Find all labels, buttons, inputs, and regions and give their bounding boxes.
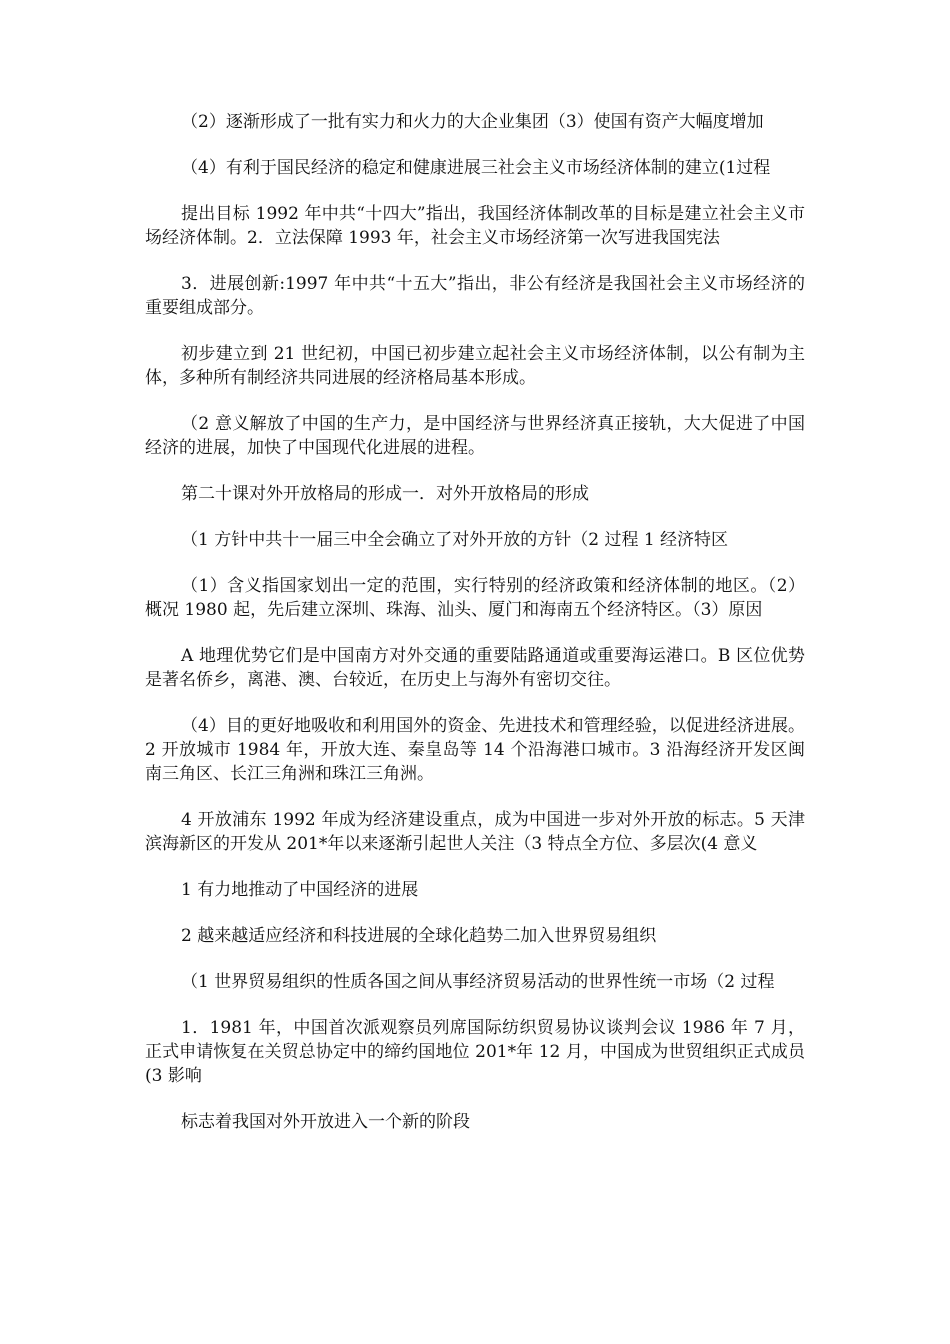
- paragraph: 1．1981 年，中国首次派观察员列席国际纺织贸易协议谈判会议 1986 年 7 月，正式申请恢复在关贸总协定中的缔约国地位 201*年 12 月，中国成为世贸组织正式成员(3 影响: [145, 1018, 805, 1086]
- paragraph: 4 开放浦东 1992 年成为经济建设重点，成为中国进一步对外开放的标志。5 天津滨海新区的开发从 201*年以来逐渐引起世人关注（3 特点全方位、多层次(4 意义: [145, 810, 805, 854]
- paragraph: （1 方针中共十一届三中全会确立了对外开放的方针（2 过程 1 经济特区: [181, 530, 729, 550]
- paragraph: （4）目的更好地吸收和利用国外的资金、先进技术和管理经验，以促进经济进展。2 开放城市 1984 年，开放大连、秦皇岛等 14 个沿海港口城市。3 沿海经济开发区闽南三角区、长江三角洲和珠江三角洲。: [145, 716, 805, 784]
- paragraph: 1 有力地推动了中国经济的进展: [181, 880, 419, 900]
- paragraph: （4）有利于国民经济的稳定和健康进展三社会主义市场经济体制的建立(1过程: [181, 158, 771, 178]
- paragraph: （2）逐渐形成了一批有实力和火力的大企业集团（3）使国有资产大幅度增加: [181, 112, 764, 132]
- document-page: [145, 110, 805, 1156]
- paragraph: 2 越来越适应经济和科技进展的全球化趋势二加入世界贸易组织: [181, 926, 657, 946]
- paragraph: （2 意义解放了中国的生产力，是中国经济与世界经济真正接轨，大大促进了中国经济的进展，加快了中国现代化进展的进程。: [145, 414, 805, 458]
- paragraph: A 地理优势它们是中国南方对外交通的重要陆路通道或重要海运港口。B 区位优势是著名侨乡，离港、澳、台较近，在历史上与海外有密切交往。: [145, 646, 805, 690]
- paragraph: 3．进展创新:1997 年中共“十五大”指出，非公有经济是我国社会主义市场经济的重要组成部分。: [145, 274, 805, 318]
- paragraph: 初步建立到 21 世纪初，中国已初步建立起社会主义市场经济体制，以公有制为主体，多种所有制经济共同进展的经济格局基本形成。: [145, 344, 805, 388]
- paragraph: （1）含义指国家划出一定的范围，实行特别的经济政策和经济体制的地区。（2）概况 1980 起，先后建立深圳、珠海、汕头、厦门和海南五个经济特区。（3）原因: [145, 576, 805, 620]
- paragraph: 标志着我国对外开放进入一个新的阶段: [181, 1112, 470, 1132]
- section-heading: 第二十课对外开放格局的形成一．对外开放格局的形成: [181, 484, 589, 504]
- paragraph: （1 世界贸易组织的性质各国之间从事经济贸易活动的世界性统一市场（2 过程: [181, 972, 775, 992]
- paragraph: 提出目标 1992 年中共“十四大”指出，我国经济体制改革的目标是建立社会主义市场经济体制。2．立法保障 1993 年，社会主义市场经济第一次写进我国宪法: [145, 204, 805, 248]
